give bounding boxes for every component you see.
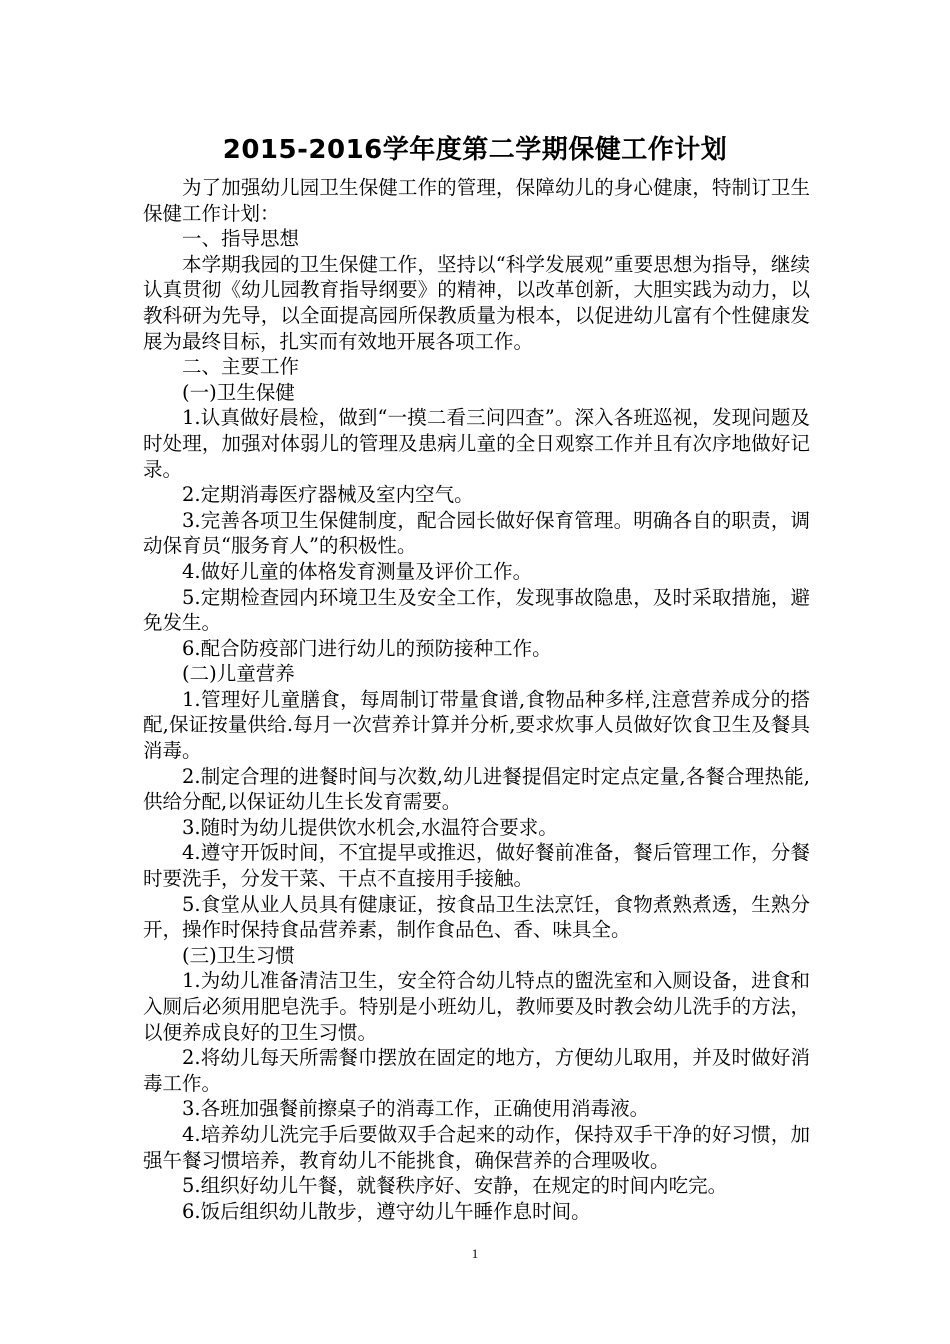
paragraph: 4.培养幼儿洗完手后要做双手合起来的动作，保持双手干净的好习惯，加强午餐习惯培养，教育幼儿不能挑食，确保营养的合理吸收。 — [143, 1122, 810, 1172]
paragraph: 5.组织好幼儿午餐，就餐秩序好、安静，在规定的时间内吃完。 — [182, 1174, 728, 1198]
page-number: 1 — [471, 1246, 479, 1261]
paragraph: 4.遵守开饭时间，不宜提早或推迟，做好餐前准备，餐后管理工作，分餐时要洗手，分发干菜、干点不直接用手接触。 — [143, 841, 810, 891]
paragraph: (二)儿童营养 — [182, 662, 295, 686]
paragraph: 为了加强幼儿园卫生保健工作的管理，保障幼儿的身心健康，特制订卫生保健工作计划： — [143, 176, 810, 225]
paragraph: (三)卫生习惯 — [182, 943, 295, 967]
paragraph: 4.做好儿童的体格发育测量及评价工作。 — [182, 559, 533, 583]
paragraph: 5.定期检查园内环境卫生及安全工作，发现事故隐患，及时采取措施，避免发生。 — [143, 585, 810, 635]
paragraph: 6.配合防疫部门进行幼儿的预防接种工作。 — [182, 636, 552, 660]
paragraph: 1.认真做好晨检，做到“一摸二看三问四查”。深入各班巡视，发现问题及时处理，加强对体弱儿的管理及患病儿童的全日观察工作并且有次序地做好记录。 — [143, 406, 810, 481]
paragraph: 二、主要工作 — [182, 355, 300, 379]
paragraph: 3.完善各项卫生保健制度，配合园长做好保育管理。明确各自的职责，调动保育员“服务育人”的积极性。 — [143, 508, 810, 558]
document-body — [143, 175, 810, 1224]
paragraph: 本学期我园的卫生保健工作，坚持以“科学发展观”重要思想为指导，继续认真贯彻《幼儿园教育指导纲要》的精神，以改革创新，大胆实践为动力，以教科研为先导，以全面提高园所保教质量为根本，以促进幼儿富有个性健康发展为最终目标，扎实而有效地开展各项工作。 — [143, 252, 810, 353]
paragraph: 6.饭后组织幼儿散步，遵守幼儿午睡作息时间。 — [182, 1199, 591, 1223]
paragraph: (一)卫生保健 — [182, 380, 295, 404]
paragraph: 一、指导思想 — [182, 227, 300, 251]
paragraph: 3.随时为幼儿提供饮水机会,水温符合要求。 — [182, 815, 558, 839]
document-title: 2015-2016学年度第二学期保健工作计划 — [222, 135, 728, 165]
paragraph: 1.为幼儿准备清洁卫生，安全符合幼儿特点的盥洗室和入厕设备，进食和入厕后必须用肥皂洗手。特别是小班幼儿，教师要及时教会幼儿洗手的方法，以便养成良好的卫生习惯。 — [143, 969, 810, 1044]
paragraph: 3.各班加强餐前擦桌子的消毒工作，正确使用消毒液。 — [182, 1097, 650, 1121]
paragraph: 2.定期消毒医疗器械及室内空气。 — [182, 483, 474, 507]
paragraph: 2.制定合理的进餐时间与次数,幼儿进餐提倡定时定点定量,各餐合理热能,供给分配,以保证幼儿生长发育需要。 — [143, 764, 810, 814]
paragraph: 1.管理好儿童膳食，每周制订带量食谱,食物品种多样,注意营养成分的搭配,保证按量供给.每月一次营养计算并分析,要求炊事人员做好饮食卫生及餐具消毒。 — [143, 687, 810, 763]
paragraph: 5.食堂从业人员具有健康证，按食品卫生法烹饪，食物煮熟煮透，生熟分开，操作时保持食品营养素，制作食品色、香、味具全。 — [143, 892, 810, 942]
paragraph: 2.将幼儿每天所需餐巾摆放在固定的地方，方便幼儿取用，并及时做好消毒工作。 — [143, 1046, 810, 1095]
